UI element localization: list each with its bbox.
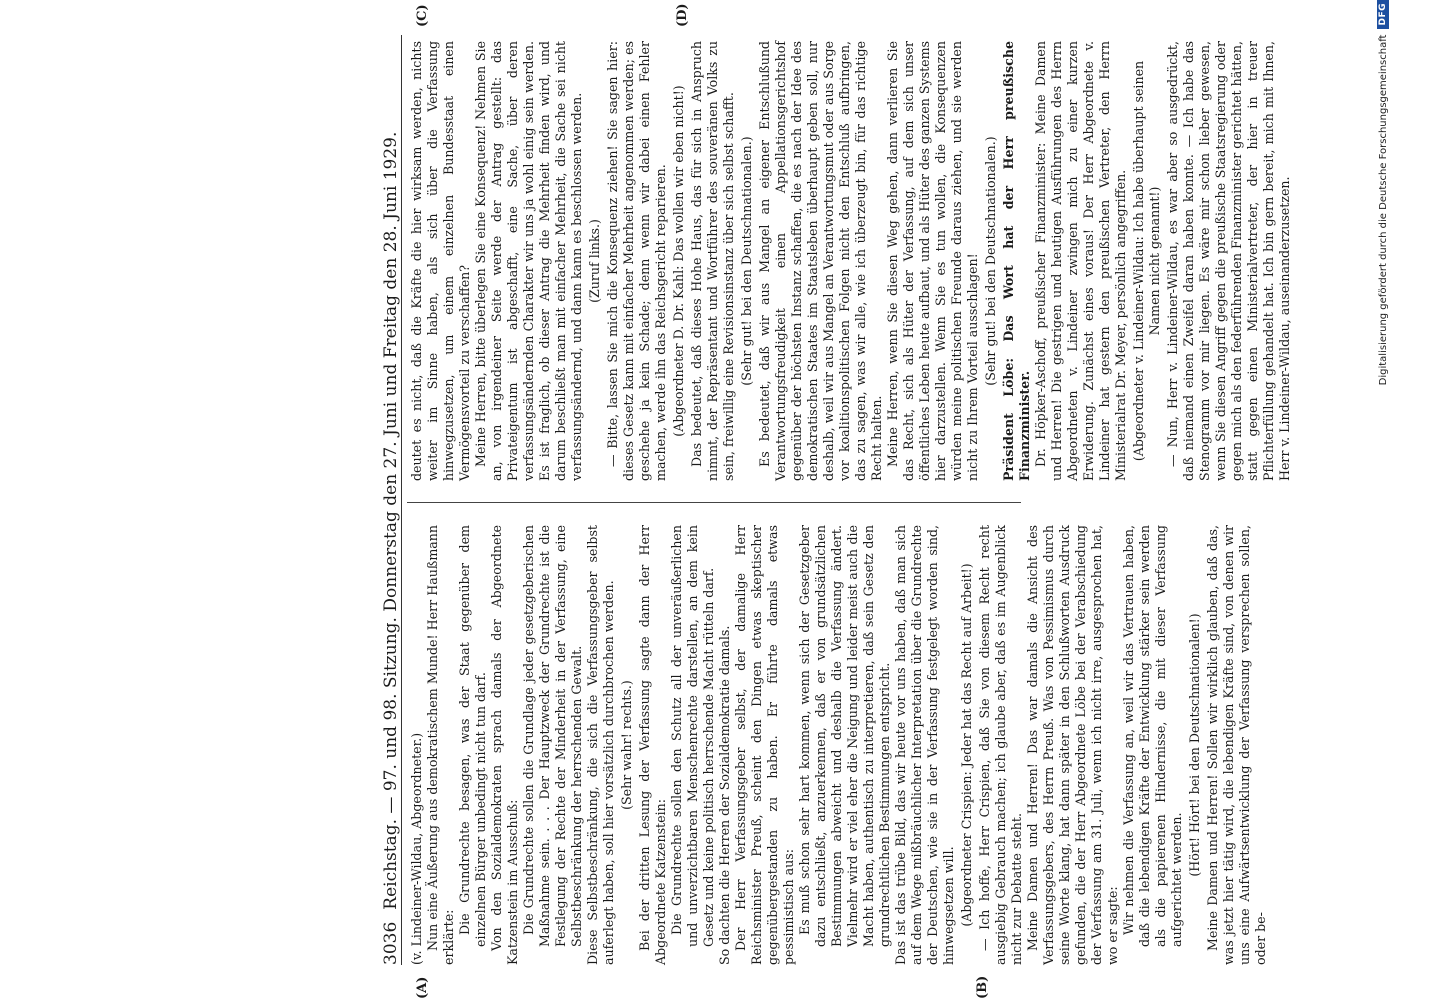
right-column	[409, 41, 1292, 481]
margin-marker-a: (A)	[415, 976, 430, 999]
paragraph: Meine Herren, wenn Sie diesen Weg gehen, dann verlieren Sie das Recht, sich als Hüter der Verfassung, auf dem sich unser öffentliches Leben heute aufbaut, und als Hüter des ganzen Systems hier darzustellen. Wenn Sie es tun wollen, die Konsequenzen würden meine politischen Freunde daraus ziehen, und sie werden nicht zu Ihrem Vorteil ausschlagen!	[885, 41, 980, 481]
interjection: (Sehr gut! bei den Deutschnationalen.)	[983, 136, 998, 386]
paragraph: Diese Selbstbeschränkung, die sich die Verfassungsgeber selbst auferlegt haben, soll hier vorsätzlich durchbrochen werden.	[585, 525, 616, 965]
paragraph: Das bedeutet, daß dieses Hohe Haus, das für sich in Anspruch nimmt, der Repräsentant und Wortführer des souveränen Volks zu sein, freiwillig eine Revisionsinstanz über sich selbst schafft.	[689, 41, 736, 481]
interjection: (Hört! Hört! bei den Deutschnationalen!)	[1187, 613, 1202, 877]
quotation: Die Grundrechte besagen, was der Staat gegenüber dem einzelnen Bürger unbedingt nicht tun darf.	[457, 525, 488, 947]
paragraph: Dr. Höpker-Aschoff, preußischer Finanzminister: Meine Damen und Herren! Die gestrigen und heutigen Ausführungen des Herrn Abgeordneten v. Lindeiner zwingen mich zu einer kurzen Erwiderung. Zunächst eines voraus! Der Herr Abgeordnete v. Lindeiner hat gestern den preußischen Vertreter, den Herrn Ministerialrat Dr. Meyer, persönlich angegriffen.	[1033, 41, 1128, 481]
paragraph: Meine Herren, bitte überlegen Sie eine Konsequenz! Nehmen Sie an, von irgendeiner Seite werde der Antrag gestellt: das Privateigentum ist abgeschafft, eine Sache, über deren verfassungsändernden Charakter wir uns ja wohl einig sein werden. Es ist fraglich, ob dieser Antrag die Mehrheit finden wird, und darum beschließt man mit einfacher Mehrheit, die Sache sei nicht verfassungsändernd, und dann kann es beschlossen werden.	[473, 41, 584, 481]
margin-marker-b: (B)	[975, 975, 990, 999]
interjection: (Zuruf links.)	[587, 219, 602, 303]
paragraph: So dachten die Herren der Sozialdemokratie damals.	[717, 625, 732, 965]
paragraph: — Bitte, lassen Sie mich die Konsequenz ziehen! Sie sagen hier: dieses Gesetz kann mit einfacher Mehrheit angenommen werden; es geschehe ja kein Schade; denn wenn wir dabei einen Fehler machen, werde ihn das Reichsgericht reparieren.	[605, 41, 668, 481]
interjection: (Abgeordneter v. Lindeiner-Wildau: Ich habe überhaupt seinen Namen nicht genannt!)	[1131, 60, 1162, 462]
speaker-heading: Präsident Löbe: Das Wort hat der Herr preußische Finanzminister.	[1001, 41, 1032, 481]
running-head	[375, 35, 402, 965]
interjection: (Abgeordneter Crispien: Jeder hat das Recht auf Arbeit!)	[959, 563, 974, 927]
speaker-line: (v. Lindeiner-Wildau, Abgeordneter.)	[409, 732, 424, 965]
paragraph: Von den Sozialdemokraten sprach damals der Abgeordnete Katzenstein im Ausschuß:	[489, 525, 520, 965]
interjection: (Abgeordneter D. Dr. Kahl: Das wollen wir eben nicht!)	[671, 85, 686, 437]
interjection: (Sehr wahr! rechts.)	[619, 680, 634, 810]
paragraph: Meine Damen und Herren! Sollen wir wirklich glauben, daß das, was jetzt hier tätig wird, die lebendigen Kräfte sind, von denen wir uns eine Aufwärtsentwicklung der Verfassung versprechen sollen, oder be-	[1205, 525, 1268, 965]
left-column	[409, 525, 1268, 965]
paragraph: Bei der dritten Lesung der Verfassung sagte dann der Herr Abgeordnete Katzenstein:	[637, 525, 668, 965]
quotation: Die Grundrechte sollen den Schutz all der unveräußerlichen und unverzichtbaren Menschenrechte darstellen, an dem kein Gesetz und keine politisch herrschende Macht rütteln darf.	[669, 525, 716, 947]
digitization-credit	[1366, 0, 1400, 1000]
margin-marker-c: (C)	[415, 4, 430, 27]
credit-text: Digitalisierung gefördert durch die Deutsche Forschungsgemeinschaft	[1377, 34, 1389, 386]
paragraph: Meine Damen und Herren! Das war damals die Ansicht des Verfassungsgebers, des Herrn Preuß. Was von Pessimismus durch seine Worte klang, hat dann später in den Schlußworten Ausdruck gefunden, die der Herr Abgeordnete Löbe bei der Verabschiedung der Verfassung am 31. Juli, wenn ich nicht irre, ausgesprochen hat, wo er sagte:	[1025, 525, 1120, 965]
quotation: Wir nehmen die Verfassung an, weil wir das Vertrauen haben, daß die lebendigen Kräfte der Entwicklung stärker sein werden als die papierenen Hindernisse, die mit dieser Verfassung aufgerichtet werden.	[1121, 525, 1184, 947]
paragraph: — Ich hoffe, Herr Crispien, daß Sie von diesem Recht recht ausgiebig Gebrauch machen; ich glaube aber, daß es im Augenblick nicht zur Debatte steht.	[977, 525, 1024, 965]
quotation: Die Grundrechte sollen die Grundlage jeder gesetzgeberischen Maßnahme sein. . . . Der Hauptzweck der Grundrechte ist die Festlegung der Rechte der Minderheit in der Verfassung, eine Selbstbeschränkung der herrschenden Gewalt.	[521, 525, 584, 947]
quotation: Es muß schon sehr hart kommen, wenn sich der Gesetzgeber dazu entschließt, anzuerkennen, daß er von grundsätzlichen Bestimmungen abweicht und deshalb die Verfassung ändert. Vielmehr wird er viel eher die Neigung und leider meist auch die Macht haben, authentisch zu interpretieren, daß sein Gesetz den grundrechtlichen Bestimmungen entspricht.	[797, 525, 892, 947]
document-page	[375, 3, 1292, 999]
paragraph: Es bedeutet, daß wir aus Mangel an eigener Entschlußund Verantwortungsfreudigkeit einen Appellationsgerichtshof gegenüber der höchsten Instanz schaffen, die es nach der Idee des demokratischen Staates im Staatsleben überhaupt geben soll, nur deshalb, weil wir aus Mangel an Verantwortungsmut oder aus Sorge vor koalitionspolitischen Folgen nicht den Entschluß aufbringen, das zu sagen, was wir alle, wie ich überzeugt bin, für das richtige Recht halten.	[757, 41, 884, 481]
paragraph: Das ist das trübe Bild, das wir heute vor uns haben, daß man sich auf dem Wege mißbräuchlicher Interpretation über die Grundrechte der Deutschen, wie sie in der Verfassung festgelegt worden sind, hinwegsetzen will.	[893, 525, 956, 965]
paragraph: — Nun, Herr v. Lindeiner-Wildau, es war aber so ausgedrückt, daß niemand einen Zweifel daran haben konnte. — Ich habe das Stenogramm vor mir liegen. Es wäre mir schon lieber gewesen, wenn Sie diesen Angriff gegen die preußische Staatsregierung oder gegen mich als den federführenden Finanzminister gerichtet hätten, statt gegen einen Ministerialvertreter, der hier in treuer Pflichterfüllung gehandelt hat. Ich bin gern bereit, mich mit Ihnen, Herr v. Lindeiner-Wildau, auseinanderzusetzen.	[1165, 41, 1292, 481]
interjection: (Sehr gut! bei den Deutschnationalen.)	[739, 136, 754, 386]
paragraph: deutet es nicht, daß die Kräfte die hier wirksam werden, nichts weiter im Sinne haben, als sich über die Verfassung hinwegzusetzen, um einem einzelnen Bundesstaat einen Vermögensvorteil zu verschaffen?	[409, 41, 472, 481]
page-number: 3036	[381, 921, 401, 965]
dfg-logo: DFG	[1377, 0, 1389, 29]
column-divider	[407, 502, 1021, 503]
paragraph: Nun eine Äußerung aus demokratischem Munde! Herr Haußmann erklärte:	[425, 525, 456, 965]
running-head-title: Reichstag. — 97. und 98. Sitzung. Donnerstag den 27. Juni und Freitag den 28. Juni 1929.	[381, 131, 401, 910]
paragraph: Der Herr Verfassungsgeber selbst, der damalige Herr Reichsminister Preuß, scheint den Dingen etwas skeptischer gegenübergestanden zu haben. Er führte damals etwas pessimistisch aus:	[733, 525, 796, 965]
margin-marker-d: (D)	[675, 3, 690, 27]
